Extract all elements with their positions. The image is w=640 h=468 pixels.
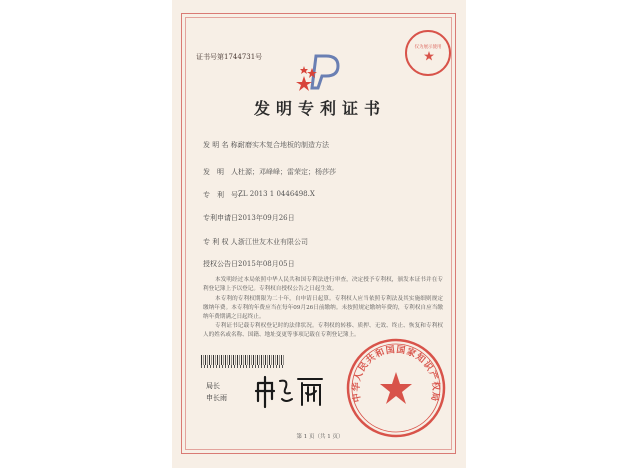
top-stamp-text: 仅为展示使用 <box>414 45 442 50</box>
field-label-invention-name: 发 明 名 称： <box>203 141 245 149</box>
director-signature <box>254 373 324 409</box>
body-paragraph: 本发明经过本局依照中华人民共和国专利法进行审查，决定授予专利权，颁发本证书并在专利登记簿上予以登记。专利权自授权公告之日起生效。 <box>203 277 443 292</box>
field-value-patent-number: ZL 2013 1 0446498.X <box>238 190 315 198</box>
barcode-digits <box>201 365 285 368</box>
official-seal-text: 中华人民共和国国家知识产权局 <box>351 345 441 403</box>
body-paragraph: 专利证书记载专利权登记时的法律状况。专利权的转移、质押、无效、终止、恢复和专利权人的姓名或名称、国籍、地址变更等事项记载在专利登记簿上。 <box>203 323 443 338</box>
field-label-filing-date: 专利申请日： <box>203 214 245 222</box>
official-seal <box>344 336 448 440</box>
field-label-grant-date: 授权公告日： <box>203 260 245 268</box>
certificate-number: 证书号第1744731号 <box>196 53 263 61</box>
barcode <box>201 355 285 365</box>
field-value-grant-date: 2015年08月05日 <box>238 260 295 268</box>
top-stamp-star-icon <box>424 51 434 61</box>
field-label-inventor: 发 明 人： <box>203 168 245 176</box>
field-label-patent-number: 专 利 号： <box>203 191 245 199</box>
director-title: 局长 <box>206 382 220 390</box>
field-value-filing-date: 2013年09月26日 <box>238 214 295 222</box>
page-footer: 第 1 页（共 1 页） <box>296 434 344 440</box>
director-name: 申长雨 <box>206 394 227 402</box>
field-value-invention-name: 耐磨实木复合地板的制造方法 <box>238 141 329 149</box>
field-label-patentee: 专 利 权 人： <box>203 238 245 246</box>
page-title: 发明专利证书 <box>253 99 386 118</box>
body-paragraph: 本专利的专利权期限为二十年，自申请日起算。专利权人应当依照专利法及其实施细则规定缴纳年费。本专利的年费应当在每年09月26日前缴纳。未按照规定缴纳年费的，专利权自应当缴纳年费期满之日起终止。 <box>203 296 443 320</box>
top-stamp <box>405 30 451 76</box>
patent-office-logo <box>296 52 344 92</box>
field-value-inventor: 杜源；邓峰峰；雷荣定；杨莎莎 <box>238 168 336 176</box>
field-value-patentee: 浙江世友木业有限公司 <box>238 238 308 246</box>
